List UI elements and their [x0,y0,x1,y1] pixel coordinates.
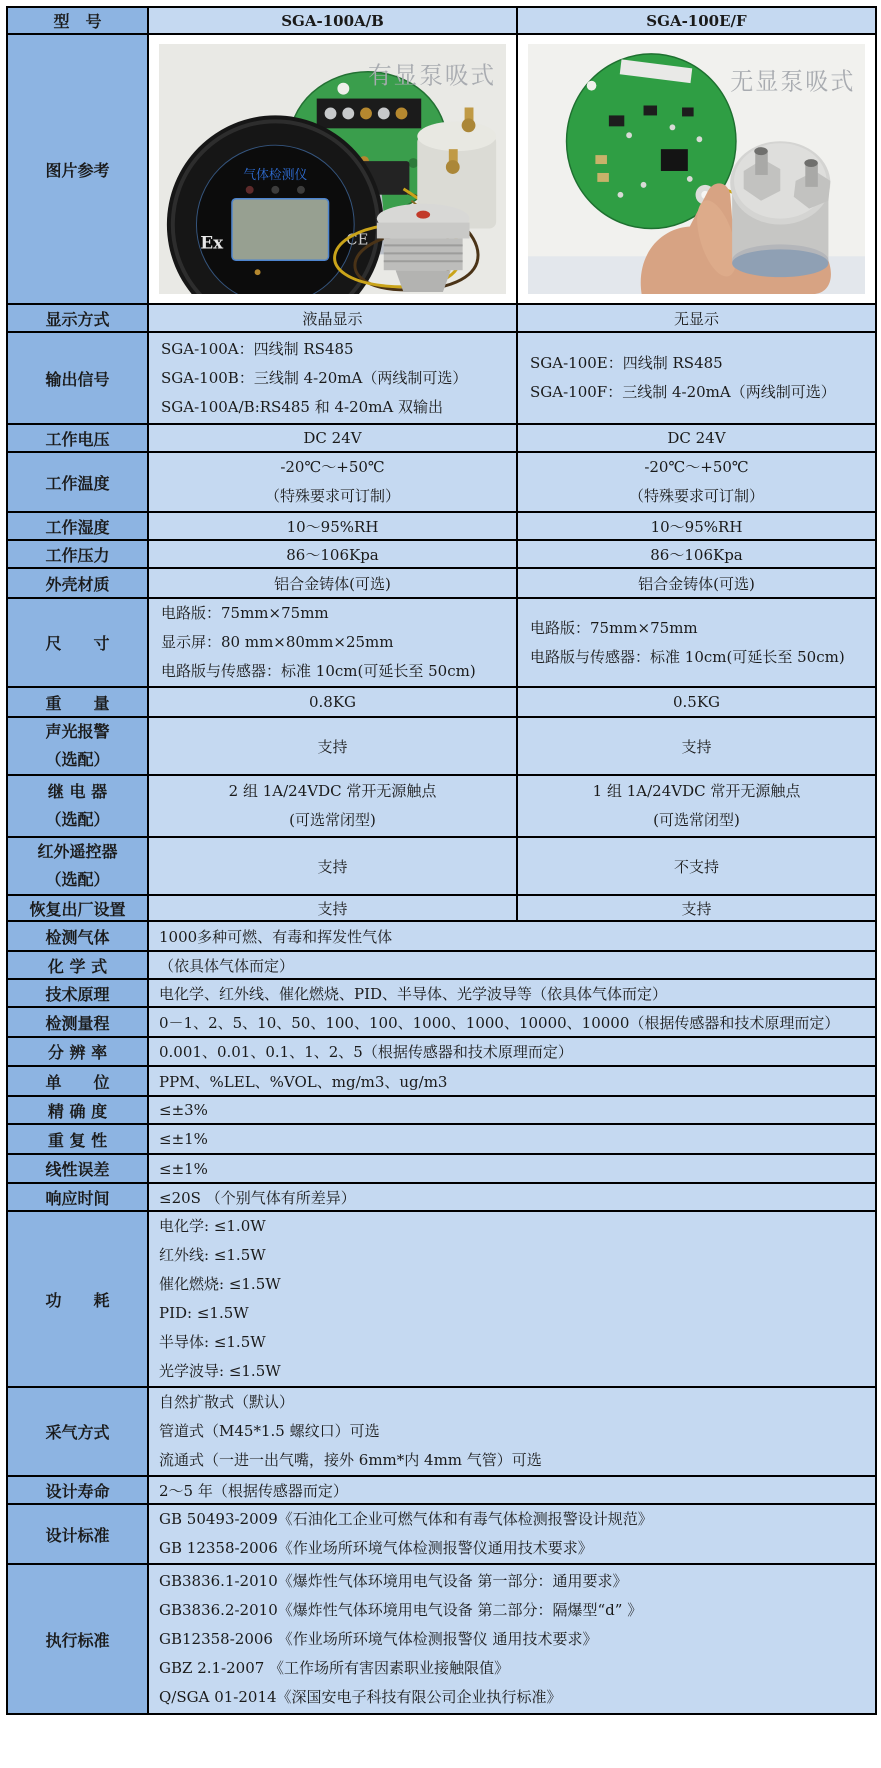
label-resolution: 分 辨 率 [7,1037,148,1066]
cell-reset-left: 支持 [148,895,517,921]
left-photo-cell [148,34,517,304]
cell-humidity-left: 10～95%RH [148,512,517,540]
spec-line: 电路版：75mm×75mm [530,618,698,637]
spec-line: -20℃～+50℃ [644,458,749,476]
table-row [7,687,876,717]
label-repeatability: 重 复 性 [7,1124,148,1154]
spec-line: （特殊要求可订制） [264,487,400,505]
cell-pressure-right: 86～106Kpa [517,540,876,568]
table-row-photos [7,34,876,304]
spec-line: SGA-100A/B:RS485 和 4-20mA 双输出 [161,397,444,416]
table-row [7,717,876,775]
label-sound-light-alarm [7,717,148,775]
table-row [7,540,876,568]
spec-line: Q/SGA 01-2014《深国安电子科技有限公司企业执行标准》 [159,1687,562,1706]
right-watermark-text: 无显泵吸式 [730,67,856,96]
cell-output-signal-left [148,332,517,424]
header-model-label: 型 号 [7,7,148,34]
cell-alarm-left: 支持 [148,717,517,775]
cell-size-left [148,598,517,687]
table-row [7,1154,876,1183]
label-accuracy: 精 确 度 [7,1096,148,1124]
spec-line: 催化燃烧: ≤1.5W [159,1275,281,1293]
spec-line: 电路版与传感器：标准 10cm(可延长至 50cm) [161,662,476,680]
table-row [7,921,876,951]
cell-accuracy: ≤±3% [148,1096,876,1124]
spec-line: SGA-100E：四线制 RS485 [530,354,723,372]
label-power-consumption: 功 耗 [7,1211,148,1387]
cell-shell-right: 铝合金铸体(可选) [517,568,876,598]
label-display-mode: 显示方式 [7,304,148,332]
label-output-signal: 输出信号 [7,332,148,424]
label-infrared-remote [7,837,148,895]
table-row-header [7,7,876,34]
gauge-title-text: 气体检测仪 [243,167,308,183]
label-weight: 重 量 [7,687,148,717]
table-row [7,1564,876,1714]
table-row [7,512,876,540]
cell-relay-left [148,775,517,837]
spec-line: -20℃～+50℃ [280,458,385,476]
spec-line: 电化学: ≤1.0W [159,1217,266,1235]
label-detected-gas: 检测气体 [7,921,148,951]
table-row [7,1387,876,1476]
table-row [7,1211,876,1387]
cell-repeatability: ≤±1% [148,1124,876,1154]
label-relay [7,775,148,837]
cell-remote-right: 不支持 [517,837,876,895]
header-model-right: SGA-100E/F [517,7,876,34]
label-executive-standard: 执行标准 [7,1564,148,1714]
label-line: （选配） [45,810,110,829]
table-row [7,1037,876,1066]
cell-weight-right: 0.5KG [517,687,876,717]
table-row [7,598,876,687]
cell-output-signal-right [517,332,876,424]
label-working-temperature: 工作温度 [7,452,148,512]
table-row [7,1124,876,1154]
cell-temperature-right [517,452,876,512]
spec-line: 2 组 1A/24VDC 常开无源触点 [228,782,437,800]
label-line: 继 电 器 [47,782,108,801]
label-shell-material: 外壳材质 [7,568,148,598]
label-line: 声光报警 [45,722,110,741]
table-row [7,424,876,452]
table-row [7,332,876,424]
cell-shell-left: 铝合金铸体(可选) [148,568,517,598]
gauge-ex-mark: Ex [200,232,224,253]
label-working-voltage: 工作电压 [7,424,148,452]
label-technical-principle: 技术原理 [7,979,148,1007]
table-row [7,775,876,837]
cell-temperature-left [148,452,517,512]
spec-line: （特殊要求可订制） [628,487,764,505]
table-row [7,895,876,921]
label-factory-reset: 恢复出厂设置 [7,895,148,921]
header-model-left: SGA-100A/B [148,7,517,34]
spec-line: 管道式（M45*1.5 螺纹口）可选 [159,1422,380,1440]
spec-line: 电路版与传感器：标准 10cm(可延长至 50cm) [530,647,845,666]
cell-response-time: ≤20S （个别气体有所差异） [148,1183,876,1211]
cell-unit: PPM、%LEL、%VOL、mg/m3、ug/m3 [148,1066,876,1096]
label-linearity-error: 线性误差 [7,1154,148,1183]
label-design-standard: 设计标准 [7,1504,148,1564]
spec-line: 电路版：75mm×75mm [161,604,329,622]
cell-alarm-right: 支持 [517,717,876,775]
cell-resolution: 0.001、0.01、0.1、1、2、5（根据传感器和技术原理而定） [148,1037,876,1066]
spec-line: SGA-100A：四线制 RS485 [161,339,354,358]
label-sampling-method: 采气方式 [7,1387,148,1476]
cell-detection-range: 0－1、2、5、10、50、100、100、1000、1000、10000、10000（根据传感器和技术原理而定） [148,1007,876,1037]
right-photo-cell [517,34,876,304]
spec-line: 半导体: ≤1.5W [159,1333,266,1351]
gauge-ce-mark: CE [346,231,369,249]
sensor-graphic [730,141,830,277]
label-detection-range: 检测量程 [7,1007,148,1037]
label-unit: 单 位 [7,1066,148,1096]
table-row [7,1066,876,1096]
label-working-humidity: 工作湿度 [7,512,148,540]
cell-power-consumption [148,1211,876,1387]
cell-executive-standard [148,1564,876,1714]
cell-design-standard [148,1504,876,1564]
table-row [7,1183,876,1211]
table-row [7,951,876,979]
cell-remote-left: 支持 [148,837,517,895]
label-chemical-formula: 化 学 式 [7,951,148,979]
cell-voltage-left: DC 24V [148,424,517,452]
spec-line: 红外线: ≤1.5W [159,1246,266,1264]
cell-detected-gas: 1000多种可燃、有毒和挥发性气体 [148,921,876,951]
left-watermark-text: 有显泵吸式 [368,61,497,90]
cell-weight-left: 0.8KG [148,687,517,717]
cell-voltage-right: DC 24V [517,424,876,452]
table-row [7,1096,876,1124]
right-product-photo [528,44,865,294]
table-row [7,1007,876,1037]
spec-line: 显示屏：80 mm×80mm×25mm [161,633,394,651]
cell-pressure-left: 86～106Kpa [148,540,517,568]
cell-sampling-method [148,1387,876,1476]
table-row [7,837,876,895]
spec-line: GBZ 2.1-2007 《工作场所有害因素职业接触限值》 [159,1658,510,1677]
spec-table [6,6,877,1715]
spec-line: 流通式（一进一出气嘴，接外 6mm*内 4mm 气管）可选 [159,1451,542,1469]
spec-line: GB3836.2-2010《爆炸性气体环境用电气设备 第二部分：隔爆型“d” 》 [159,1600,643,1619]
left-product-photo [159,44,506,294]
spec-line: GB12358-2006 《作业场所环境气体检测报警仪 通用技术要求》 [159,1629,598,1648]
cell-display-mode-right: 无显示 [517,304,876,332]
table-row [7,304,876,332]
label-line: 红外遥控器 [37,842,118,861]
spec-line: 1 组 1A/24VDC 常开无源触点 [592,782,801,800]
table-row [7,452,876,512]
spec-line: 光学波导: ≤1.5W [159,1362,281,1380]
spec-line: SGA-100B：三线制 4-20mA（两线制可选） [161,368,468,387]
label-design-life: 设计寿命 [7,1476,148,1504]
spec-line: GB 50493-2009《石油化工企业可燃气体和有毒气体检测报警设计规范》 [159,1510,653,1528]
table-row [7,1504,876,1564]
cell-relay-right [517,775,876,837]
cell-design-life: 2～5 年（根据传感器而定） [148,1476,876,1504]
cell-linearity-error: ≤±1% [148,1154,876,1183]
spec-sheet-page [0,6,881,1715]
cell-technical-principle: 电化学、红外线、催化燃烧、PID、半导体、光学波导等（依具体气体而定） [148,979,876,1007]
label-size: 尺 寸 [7,598,148,687]
label-response-time: 响应时间 [7,1183,148,1211]
spec-line: (可选常闭型) [289,811,376,829]
spec-line: (可选常闭型) [653,811,740,829]
cell-chemical-formula: （依具体气体而定） [148,951,876,979]
photo-row-label: 图片参考 [7,34,148,304]
table-row [7,979,876,1007]
spec-line: SGA-100F：三线制 4-20mA（两线制可选） [530,383,836,401]
cell-size-right [517,598,876,687]
cell-humidity-right: 10～95%RH [517,512,876,540]
table-row [7,1476,876,1504]
table-row [7,568,876,598]
label-line: （选配） [45,750,110,769]
spec-line: GB3836.1-2010《爆炸性气体环境用电气设备 第一部分：通用要求》 [159,1571,628,1590]
label-working-pressure: 工作压力 [7,540,148,568]
spec-line: PID: ≤1.5W [159,1304,249,1322]
label-line: （选配） [45,870,110,889]
cell-display-mode-left: 液晶显示 [148,304,517,332]
cell-reset-right: 支持 [517,895,876,921]
spec-line: 自然扩散式（默认） [159,1393,295,1411]
spec-line: GB 12358-2006《作业场所环境气体检测报警仪通用技术要求》 [159,1539,593,1557]
